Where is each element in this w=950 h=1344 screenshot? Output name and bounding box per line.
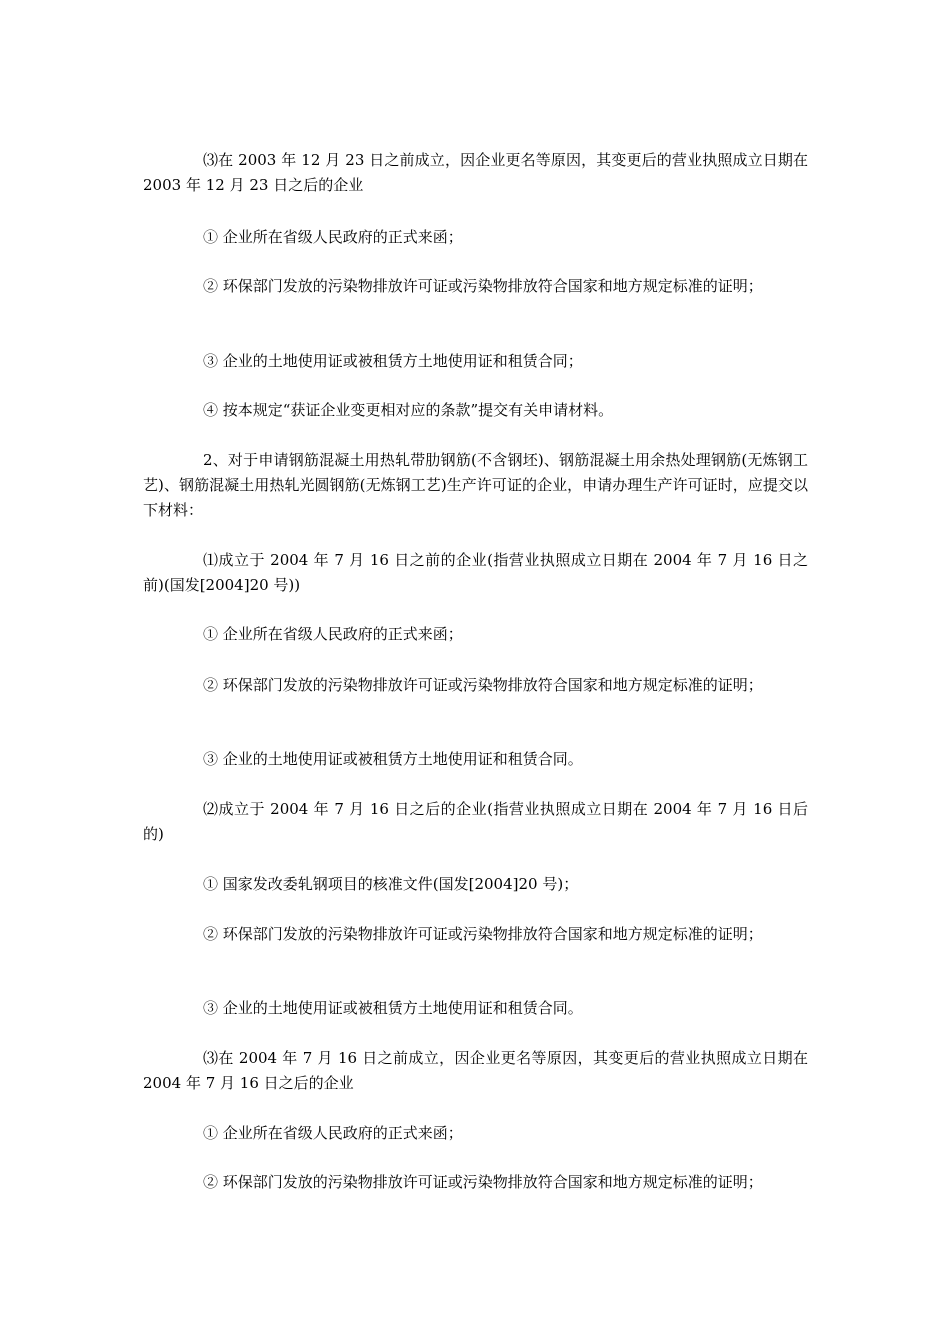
paragraph-item2-environmental-permit: ② 环保部门发放的污染物排放许可证或污染物排放符合国家和地方规定标准的证明；	[203, 925, 763, 943]
paragraph-item1-provincial-letter: ① 企业所在省级人民政府的正式来函；	[203, 625, 463, 643]
paragraph-subsection3-2004: ⑶在 2004 年 7 月 16 日之前成立，因企业更名等原因，其变更后的营业执照成立日期在 2004 年 7 月 16 日之后的企业	[143, 1049, 808, 1092]
paragraph-section2-intro: 2、对于申请钢筋混凝土用热轧带肋钢筋(不含钢坯)、钢筋混凝土用余热处理钢筋(无炼钢工艺)、钢筋混凝土用热轧光圆钢筋(无炼钢工艺)生产许可证的企业，申请办理生产许可证时，应提交以下材料：	[143, 451, 808, 519]
paragraph-subsection1-before-2004: ⑴成立于 2004 年 7 月 16 日之前的企业(指营业执照成立日期在 2004 年 7 月 16 日之前)(国发[2004]20 号))	[143, 551, 808, 594]
paragraph-item4-change-materials: ④ 按本规定“获证企业变更相对应的条款”提交有关申请材料。	[203, 401, 614, 419]
paragraph-item3-land-use: ③ 企业的土地使用证或被租赁方土地使用证和租赁合同。	[203, 750, 583, 768]
paragraph-subsection2-after-2004: ⑵成立于 2004 年 7 月 16 日之后的企业(指营业执照成立日期在 2004 年 7 月 16 日后的)	[143, 800, 808, 843]
paragraph-item1-provincial-letter: ① 企业所在省级人民政府的正式来函；	[203, 1124, 463, 1142]
paragraph-section3-2003: ⑶在 2003 年 12 月 23 日之前成立，因企业更名等原因，其变更后的营业执照成立日期在 2003 年 12 月 23 日之后的企业	[143, 151, 808, 194]
paragraph-item3-land-use: ③ 企业的土地使用证或被租赁方土地使用证和租赁合同；	[203, 352, 583, 370]
paragraph-item2-environmental-permit: ② 环保部门发放的污染物排放许可证或污染物排放符合国家和地方规定标准的证明；	[203, 277, 763, 295]
paragraph-item3-land-use: ③ 企业的土地使用证或被租赁方土地使用证和租赁合同。	[203, 999, 583, 1017]
paragraph-item1-ndrc-approval: ① 国家发改委轧钢项目的核准文件(国发[2004]20 号)；	[203, 875, 579, 893]
paragraph-item2-environmental-permit: ② 环保部门发放的污染物排放许可证或污染物排放符合国家和地方规定标准的证明；	[203, 1173, 763, 1191]
paragraph-item2-environmental-permit: ② 环保部门发放的污染物排放许可证或污染物排放符合国家和地方规定标准的证明；	[203, 676, 763, 694]
paragraph-item1-provincial-letter: ① 企业所在省级人民政府的正式来函；	[203, 228, 463, 246]
